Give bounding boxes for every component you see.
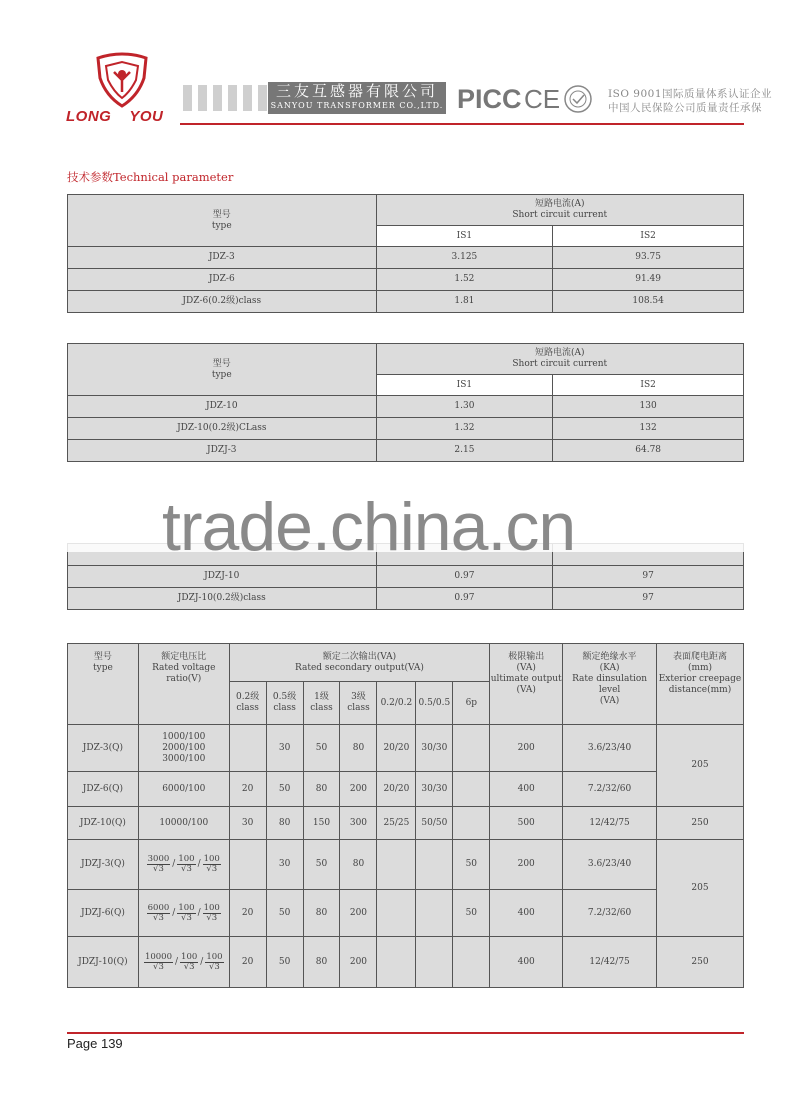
ratio-fraction: $\frac{6000}{√3}$ / $\frac{100}{√3}$ / $\frac{100}{√3}$ bbox=[138, 890, 229, 937]
iso-certification bbox=[608, 87, 772, 115]
is1-header: IS1 bbox=[376, 375, 553, 396]
page-number: Page 139 bbox=[67, 1036, 123, 1051]
short-circuit-table-1 bbox=[67, 194, 744, 313]
certification-seal-icon bbox=[563, 84, 593, 118]
class-header: 0.5/0.5 bbox=[416, 682, 453, 725]
creepage-merged: 205 bbox=[656, 840, 743, 937]
ratio-fraction: $\frac{3000}{√3}$ / $\frac{100}{√3}$ / $\frac{100}{√3}$ bbox=[138, 840, 229, 890]
is2-header: IS2 bbox=[553, 226, 744, 247]
picc-logo: PICC bbox=[457, 84, 522, 114]
company-name-box bbox=[268, 82, 446, 114]
table-row: JDZ-6(0.2级)class 1.81 108.54 bbox=[68, 291, 744, 313]
table-row: JDZ-6 1.52 91.49 bbox=[68, 269, 744, 291]
ce-mark: CE bbox=[524, 84, 561, 114]
class-header: 3级 class bbox=[340, 682, 377, 725]
type-header: 型号 type bbox=[68, 195, 377, 247]
class-header: 1级 class bbox=[303, 682, 340, 725]
table-row: JDZJ-10(0.2级)class 0.97 97 bbox=[68, 588, 744, 610]
brand-long: LONG bbox=[66, 108, 112, 125]
ratio-fraction: $\frac{10000}{√3}$ / $\frac{100}{√3}$ / $\frac{100}{√3}$ bbox=[138, 937, 229, 988]
class-header: 0.2/0.2 bbox=[377, 682, 416, 725]
creepage-merged: 205 bbox=[656, 725, 743, 807]
short-circuit-header: 短路电流(A) Short circuit current bbox=[376, 195, 743, 226]
shield-logo-icon bbox=[92, 52, 152, 108]
table-row: JDZ-10(Q) 10000/100 30 80 150 300 25/25 50/50 500 12/42/75 250 bbox=[68, 807, 744, 840]
table-row: JDZ-3(Q) 1000/100 2000/100 3000/100 30 50 80 20/20 30/30 200 3.6/23/40 205 bbox=[68, 725, 744, 772]
output-header: 额定二次输出(VA) Rated secondary output(VA) bbox=[229, 644, 490, 682]
iso-line-1: ISO 9001国际质量体系认证企业 bbox=[608, 88, 773, 100]
table-row: JDZ-10(0.2级)CLass 1.32 132 bbox=[68, 418, 744, 440]
company-name-en: SANYOU TRANSFORMER CO.,LTD. bbox=[270, 101, 444, 110]
creepage-header: 表面爬电距离 (mm) Exterior creepage distance(mm) bbox=[656, 644, 743, 725]
table-row: JDZ-10 1.30 130 bbox=[68, 396, 744, 418]
type-header: 型号 type bbox=[68, 344, 377, 396]
ratio-header: 额定电压比 Rated voltage ratio(V) bbox=[138, 644, 229, 725]
class-header: 0.2级 class bbox=[229, 682, 266, 725]
ultimate-output-header: 极限输出 (VA) ultimate output (VA) bbox=[490, 644, 563, 725]
type-header: 型号 type bbox=[68, 644, 139, 725]
short-circuit-header: 短路电流(A) Short circuit current bbox=[376, 344, 743, 375]
is1-header: IS1 bbox=[376, 226, 553, 247]
brand-name bbox=[66, 108, 163, 125]
table-row: JDZJ-6(Q) $\frac{6000}{√3}$ / $\frac{100}{√3}$ / $\frac{100}{√3}$ 20 50 80 200 50 400 7.2/32/60 bbox=[68, 890, 744, 937]
footer-divider bbox=[67, 1032, 744, 1034]
class-header: 0.5级 class bbox=[266, 682, 303, 725]
table-row: JDZ-3 3.125 93.75 bbox=[68, 247, 744, 269]
spec-table bbox=[67, 643, 744, 988]
header-divider bbox=[180, 123, 744, 125]
table-row: JDZ-6(Q) 6000/100 20 50 80 200 20/20 30/30 400 7.2/32/60 bbox=[68, 772, 744, 807]
table-row: JDZJ-10 0.97 97 bbox=[68, 566, 744, 588]
table-row: JDZJ-10(Q) $\frac{10000}{√3}$ / $\frac{100}{√3}$ / $\frac{100}{√3}$ 20 50 80 200 400 12/42/75 250 bbox=[68, 937, 744, 988]
short-circuit-table-2 bbox=[67, 343, 744, 462]
is2-header: IS2 bbox=[553, 375, 744, 396]
company-name-cn: 三友互感器有限公司 bbox=[275, 82, 438, 100]
table-row: JDZJ-3 2.15 64.78 bbox=[68, 440, 744, 462]
iso-line-2: 中国人民保险公司质量责任承保 bbox=[608, 102, 762, 114]
insulation-header: 额定绝缘水平 (KA) Rate dinsulation level (VA) bbox=[563, 644, 657, 725]
table-row: JDZJ-3(Q) $\frac{3000}{√3}$ / $\frac{100}{√3}$ / $\frac{100}{√3}$ 30 50 80 50 200 3.6/23/40 205 bbox=[68, 840, 744, 890]
class-header: 6p bbox=[453, 682, 490, 725]
brand-you: YOU bbox=[129, 108, 164, 125]
watermark-text: trade.china.cn bbox=[162, 489, 576, 565]
section-title: 技术参数Technical parameter bbox=[67, 170, 234, 184]
